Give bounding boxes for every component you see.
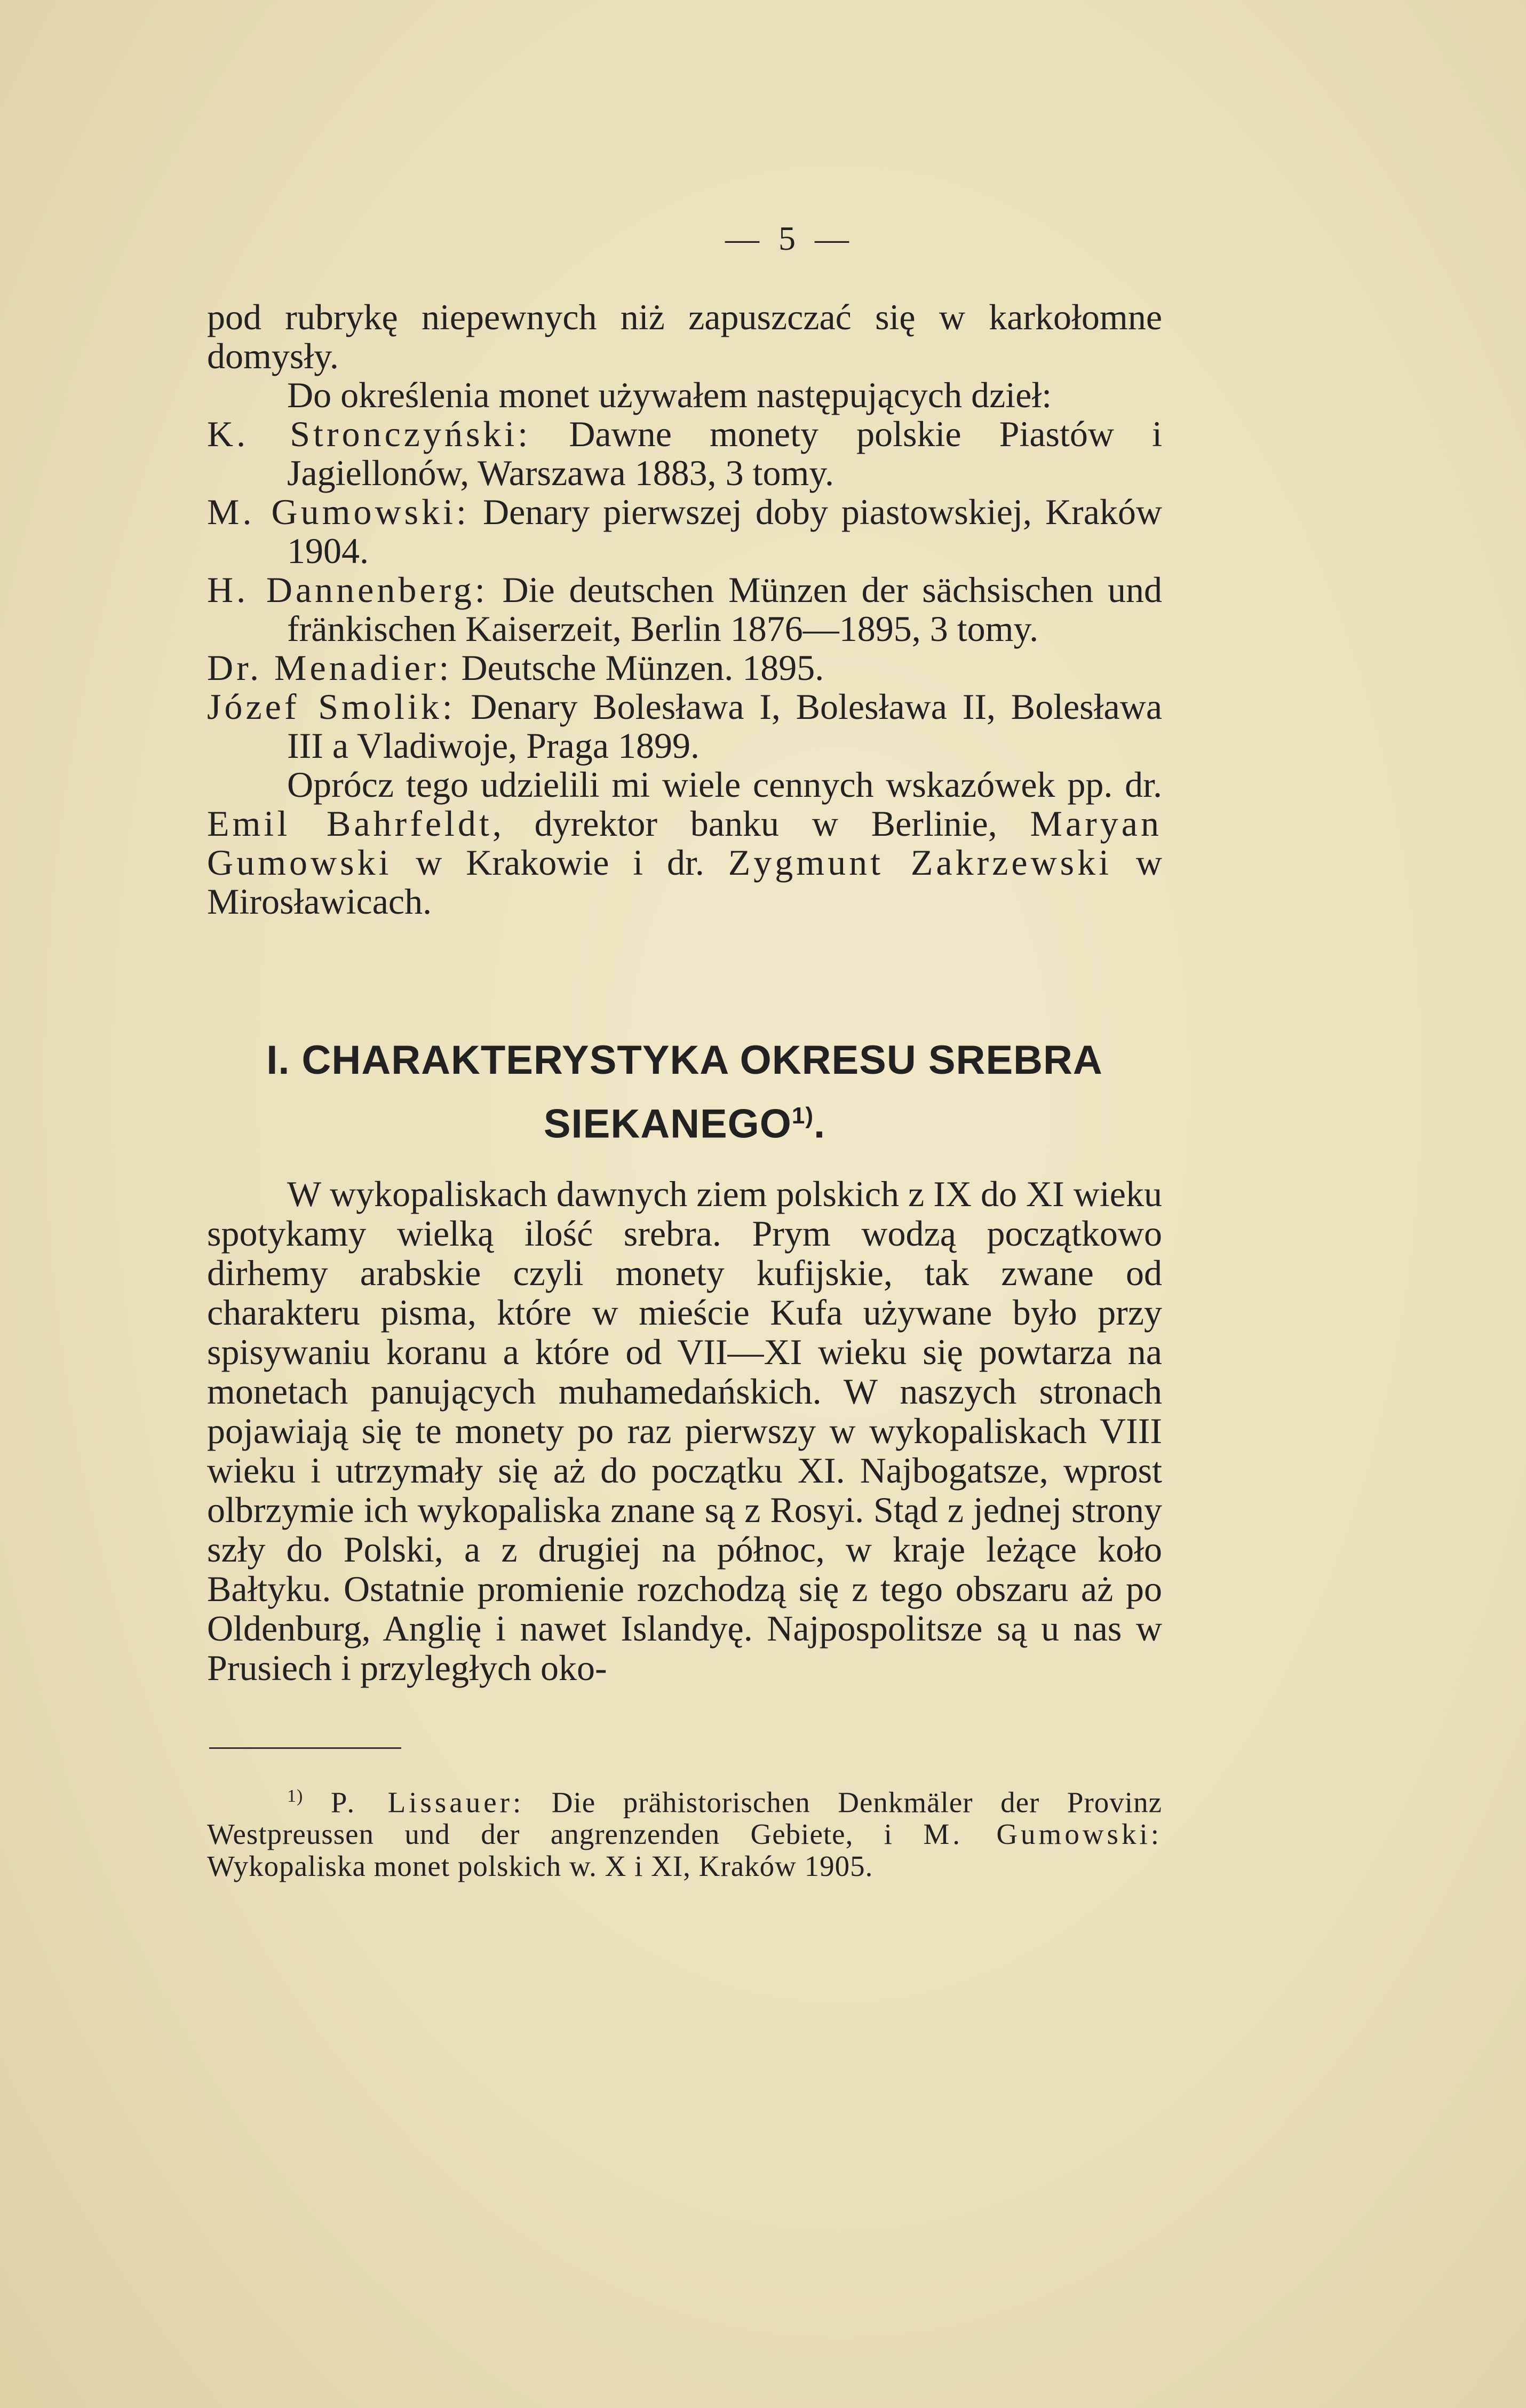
chapter-heading-period: . (814, 1101, 826, 1147)
bibliography-entry (207, 571, 1162, 648)
acknowledgements-text: w Krakowie i dr. (392, 842, 728, 883)
chapter-heading-line2: SIEKANEGO (543, 1101, 792, 1147)
bibliography-author: Dr. Menadier: (207, 647, 452, 688)
bibliography-author: Józef Smolik: (207, 686, 456, 727)
bibliography-author: H. Dannenberg: (207, 569, 488, 610)
footnote-author: P. Lissauer: (330, 1786, 524, 1819)
footnote-text (207, 1780, 1162, 1882)
acknowledgements-text: w Mirosławicach. (207, 842, 1162, 922)
bibliography-title: Dawne monety polskie Piastów i Jagiellonów, Warszawa 1883, 3 tomy. (287, 414, 1162, 493)
bibliography-intro: Do określenia monet używałem następujących dzieł: (287, 375, 1052, 415)
bibliography-title: Die deutschen Münzen der sächsischen und fränkischen Kaiserzeit, Berlin 1876—1895, 3 tomy. (287, 569, 1162, 649)
footnote-marker: 1) (287, 1786, 304, 1806)
bibliography-entry (207, 493, 1162, 571)
bibliography-title: Denary Bolesława I, Bolesława II, Bolesława III a Vladiwoje, Praga 1899. (287, 686, 1162, 766)
footnote-reference: 1) (791, 1103, 814, 1129)
person-name: Maryan Gumowski (207, 803, 1162, 883)
bibliography-title: Denary pierwszej doby piastowskiej, Kraków 1904. (287, 492, 1162, 571)
page-number: — 5 — (725, 219, 854, 257)
footnote-author: M. Gumowski: (923, 1818, 1163, 1851)
person-name: Emil Bahrfeldt (207, 803, 492, 844)
footnote-divider (209, 1747, 401, 1749)
continuation-paragraph: pod rubrykę niepewnych niż zapuszczać się w karkołomne domysły. (207, 297, 1162, 376)
bibliography-entry (207, 648, 1162, 687)
bibliography-entry (207, 415, 1162, 493)
bibliography-entry (207, 687, 1162, 765)
bibliography-author: K. Stronczyński: (207, 414, 531, 454)
acknowledgements-text: , dyrektor banku w Berlinie, (492, 803, 1030, 844)
chapter-heading (207, 1033, 1162, 1152)
bibliography-section (207, 298, 1162, 921)
body-section (207, 1174, 1162, 1688)
acknowledgements-text: Oprócz tego udzielili mi wiele cennych wskazówek pp. dr. (287, 764, 1162, 805)
bibliography-title: Deutsche Münzen. 1895. (452, 647, 824, 688)
footnote-section (207, 1780, 1162, 1882)
body-paragraph: W wykopaliskach dawnych ziem polskich z IX do XI wieku spotykamy wielką ilość srebra. Prym wodzą początkowo dirhemy arabskie czyli monety kufijskie, tak zwane od charakteru pisma, które w mieście Kufa używane było przy spisywaniu koranu a które od VII—XI wieku się powtarza na monetach panujących muhamedańskich. W naszych stronach pojawiają się te monety po raz pierwszy w wykopaliskach VIII wieku i utrzymały się aż do początku XI. Najbogatsze, wprost olbrzymie ich wykopaliska znane są z Rosyi. Stąd z jednej strony szły do Polski, a z drugiej na północ, w kraje leżące koło Bałtyku. Ostatnie promienie rozchodzą się z tego obszaru aż po Oldenburg, Anglię i nawet Islandyę. Najpospolitsze są u nas w Prusiech i przyległych oko- (207, 1174, 1162, 1688)
footnote-title: Die prähistorischen Denkmäler der Provinz Westpreussen und der angrenzenden Gebiete, i (207, 1786, 1162, 1851)
person-name: Zygmunt Zakrzewski (728, 842, 1112, 883)
acknowledgements-paragraph (207, 765, 1162, 921)
bibliography-author: M. Gumowski: (207, 492, 470, 532)
footnote-title: Wykopaliska monet polskich w. X i XI, Kraków 1905. (207, 1850, 873, 1883)
chapter-heading-line1: I. CHARAKTERYSTYKA OKRESU SREBRA (266, 1037, 1103, 1083)
